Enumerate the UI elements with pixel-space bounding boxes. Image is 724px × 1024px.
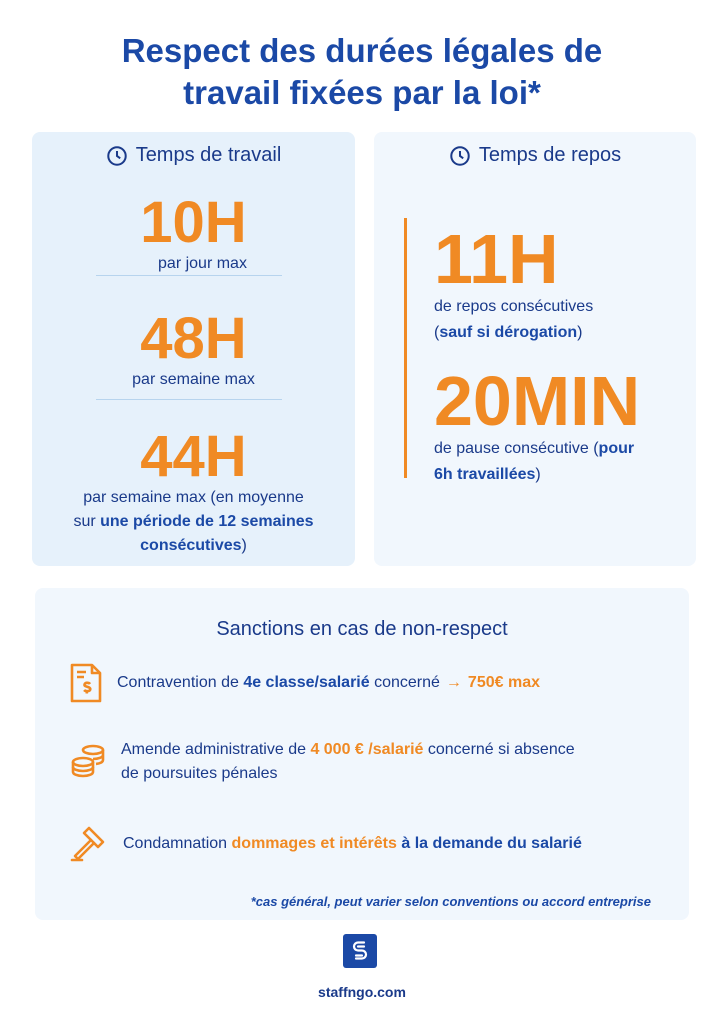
row3-text-a: Condamnation (123, 835, 232, 852)
break-value: 20MIN (434, 362, 641, 440)
weekly-average-stat (32, 424, 355, 558)
row1-text-bold: 4e classe/salarié (243, 674, 370, 691)
sanction-row-damages (69, 824, 582, 864)
sanction-row-fine (69, 738, 575, 786)
row1-text-b: concerné (369, 674, 440, 691)
break-label-bold2: 6h travaillées (434, 466, 536, 483)
daily-rest-label-text: de repos consécutives (434, 298, 594, 315)
break-stat (434, 362, 696, 488)
weekly-average-label-bold2: consécutives (140, 537, 242, 554)
work-time-heading-label: Temps de travail (135, 144, 282, 166)
row1-text-a: Contravention de (117, 674, 244, 691)
page-title (0, 30, 724, 114)
daily-rest-paren-close: ) (577, 324, 583, 341)
weekly-average-label-a: par semaine max (en moyenne (83, 489, 304, 506)
gavel-icon (69, 824, 109, 864)
weekly-max-stat (32, 306, 355, 392)
work-time-heading (32, 144, 355, 167)
row2-text-bold: 4 000 € /salarié (310, 741, 424, 758)
clock-icon (106, 145, 128, 167)
weekly-average-label (32, 486, 355, 558)
daily-max-value: 10H (140, 190, 247, 255)
weekly-average-label-end: ) (241, 537, 247, 554)
clock-icon (449, 145, 471, 167)
work-time-card (32, 132, 355, 566)
daily-rest-stat (434, 220, 684, 346)
weekly-max-label: par semaine max (132, 371, 255, 388)
sanction-row-2-text (121, 738, 575, 786)
row1-result: 750€ max (467, 674, 540, 691)
weekly-max-value: 48H (140, 306, 247, 371)
accent-bar (404, 218, 407, 478)
daily-max-stat (32, 190, 355, 276)
sanction-row-1-text (117, 671, 540, 695)
break-label-text: de pause consécutive ( (434, 440, 599, 457)
sanction-row-3-text (123, 832, 582, 856)
title-line-1: Respect des durées légales de (121, 32, 603, 69)
daily-max-label: par jour max (158, 255, 247, 272)
break-label-bold1: pour (598, 440, 635, 457)
daily-rest-value: 11H (434, 220, 559, 298)
daily-rest-paren-open: ( (434, 324, 440, 341)
daily-rest-exception: sauf si dérogation (439, 324, 578, 341)
daily-rest-label (434, 294, 684, 346)
break-label (434, 436, 696, 488)
rest-time-heading (374, 144, 696, 167)
weekly-average-label-bold: une période de 12 semaines (100, 513, 314, 530)
staffngo-logo (343, 934, 377, 968)
divider (96, 399, 282, 400)
footnote: *cas général, peut varier selon conventions ou accord entreprise (250, 894, 651, 909)
break-label-end: ) (535, 466, 541, 483)
row2-text-a: Amende administrative de (121, 741, 311, 758)
sanctions-card (35, 588, 689, 920)
invoice-icon (69, 662, 103, 704)
rest-time-card (374, 132, 696, 566)
coins-icon (69, 742, 107, 782)
site-url[interactable]: staffngo.com (318, 984, 406, 1000)
divider (96, 275, 282, 276)
arrow-right-icon: → (445, 674, 462, 691)
sanction-row-contravention (69, 662, 540, 704)
sanctions-heading: Sanctions en cas de non-respect (216, 618, 508, 640)
row2-text-c: de poursuites pénales (121, 765, 278, 782)
title-line-2: travail fixées par la loi* (183, 74, 541, 111)
row2-text-b: concerné si absence (423, 741, 575, 758)
weekly-average-label-b: sur (73, 513, 101, 530)
rest-time-heading-label: Temps de repos (478, 144, 622, 166)
weekly-average-value: 44H (140, 424, 247, 489)
row3-text-bold: à la demande du salarié (396, 835, 582, 852)
row3-text-orange: dommages et intérêts (231, 835, 397, 852)
